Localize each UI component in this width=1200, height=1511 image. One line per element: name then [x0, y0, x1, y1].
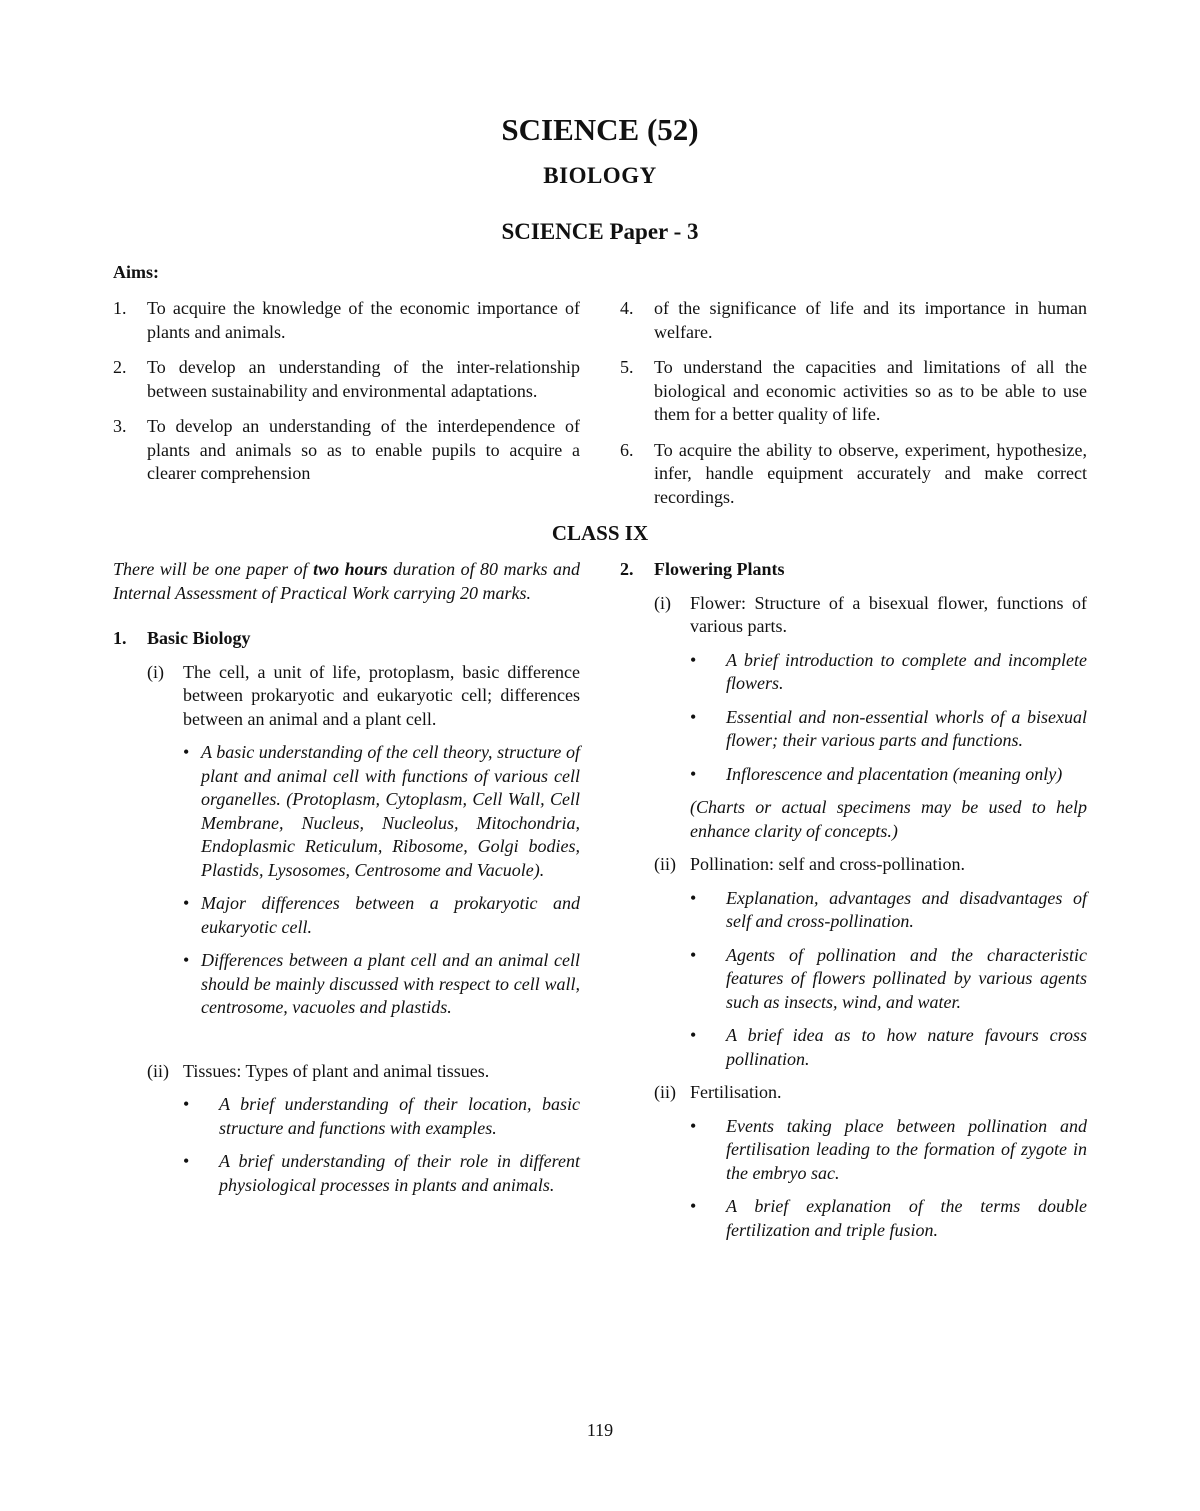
paper-heading: SCIENCE Paper - 3 [501, 219, 699, 244]
bullet-list [690, 1115, 1087, 1243]
bullet-item [183, 1093, 580, 1140]
bullet-item [183, 892, 580, 939]
aim-number: 3. [113, 416, 127, 436]
bullet-text: Differences between a plant cell and an animal cell should be mainly discussed with respect to cell wall, centrosome, vacuoles and plastids. [201, 950, 580, 1017]
bullet-list [690, 887, 1087, 1072]
bullet-text: A brief understanding of their role in different physiological processes in plants and animals. [219, 1151, 580, 1195]
bullet-icon: • [690, 1025, 697, 1045]
subtopic-text: The cell, a unit of life, protoplasm, basic difference between prokaryotic and eukaryotic cell; differences between an animal and a plant cell. [183, 661, 580, 729]
bullet-icon: • [690, 1115, 697, 1136]
bullet-icon: • [183, 1094, 190, 1114]
left-column [113, 558, 580, 1207]
exam-intro [113, 558, 580, 605]
subtopic [147, 661, 580, 732]
note-text: (Charts or actual specimens may be used to help enhance clarity of concepts.) [690, 797, 1087, 841]
page-number: 119 [586, 1420, 614, 1440]
bullet-icon: • [690, 887, 697, 908]
aim-number: 6. [620, 439, 634, 460]
aim-item [620, 297, 1087, 344]
subject-heading: BIOLOGY [543, 163, 657, 188]
bullet-text: Essential and non-essential whorls of a bisexual flower; their various parts and functions. [726, 706, 1087, 750]
bullet-list [690, 649, 1087, 787]
bullet-text: A brief understanding of their location, basic structure and functions with examples. [219, 1094, 580, 1138]
bullet-icon: • [183, 893, 190, 913]
aim-number: 2. [113, 357, 127, 377]
bullet-text: A brief explanation of the terms double fertilization and triple fusion. [726, 1196, 1087, 1240]
aim-item [620, 356, 1087, 427]
bullet-icon: • [690, 763, 697, 784]
document-title: SCIENCE (52) [501, 112, 699, 147]
subtopic-number: (i) [654, 592, 671, 613]
bullet-list [183, 1093, 580, 1197]
subtopic [654, 853, 1087, 877]
subtopic-text: Flower: Structure of a bisexual flower, functions of various parts. [690, 592, 1087, 636]
section-heading [113, 627, 580, 651]
bullet-list [183, 741, 580, 1020]
aim-text: To acquire the ability to observe, experiment, hypothesize, infer, handle equipment accurately and make correct recordings. [654, 439, 1087, 507]
aim-item [113, 356, 580, 403]
subtopic-text: Fertilisation. [690, 1082, 782, 1102]
aim-text: To understand the capacities and limitations of all the biological and economic activities so as to be able to use them for a better quality of life. [654, 357, 1087, 424]
aim-number: 1. [113, 298, 127, 318]
subtopic [654, 592, 1087, 639]
bullet-text: A basic understanding of the cell theory, structure of plant and animal cell with functions of various cell organelles. (Protoplasm, Cytoplasm, Cell Wall, Cell Membrane, Nucleus, Nucleolus, Mitochondria, Endoplasmic Reticulum, Ribosome, Golgi bodies, Plastids, Lysosomes, Centrosome and Vacuole). [201, 742, 580, 880]
bullet-item [690, 1024, 1087, 1071]
bullet-icon: • [690, 944, 697, 965]
aims-list-right [620, 297, 1087, 521]
aim-text: of the significance of life and its importance in human welfare. [654, 298, 1087, 342]
bullet-icon: • [183, 742, 190, 762]
aims-label: Aims: [113, 262, 159, 282]
bullet-icon: • [690, 649, 697, 670]
bullet-text: Major differences between a prokaryotic and eukaryotic cell. [201, 893, 580, 937]
section-heading [620, 558, 1087, 582]
subtopic-number: (i) [147, 661, 164, 682]
section-title: Basic Biology [147, 628, 251, 648]
subtopic-number: (ii) [654, 1082, 676, 1102]
bullet-item [690, 887, 1087, 934]
subtopic-number: (ii) [654, 854, 676, 874]
aim-number: 4. [620, 298, 634, 318]
section-title: Flowering Plants [654, 559, 785, 579]
bullet-icon: • [183, 950, 190, 970]
bullet-item [183, 949, 580, 1020]
subtopic-number: (ii) [147, 1060, 169, 1081]
aim-item [113, 415, 580, 486]
bullet-icon: • [183, 1151, 190, 1171]
intro-emphasis: two hours [313, 559, 388, 579]
aims-list-left [113, 297, 580, 498]
bullet-text: A brief introduction to complete and incomplete flowers. [726, 649, 1087, 693]
bullet-icon: • [690, 1196, 697, 1216]
right-column [620, 558, 1087, 1252]
subtopic [654, 1081, 1087, 1105]
subtopic-text: Tissues: Types of plant and animal tissues. [183, 1060, 490, 1081]
bullet-item [690, 944, 1087, 1015]
bullet-item [690, 706, 1087, 753]
bullet-item [183, 1150, 580, 1197]
bullet-item [690, 763, 1087, 787]
bullet-text: Agents of pollination and the characteristic features of flowers pollinated by various agents such as insects, wind, and water. [726, 944, 1087, 1012]
intro-text-after: duration of 80 marks and Internal Assessment of Practical Work carrying 20 marks. [113, 559, 580, 603]
aim-text: To develop an understanding of the interdependence of plants and animals so as to enable pupils to acquire a clearer comprehension [147, 416, 580, 483]
bullet-item [690, 1115, 1087, 1186]
subtopic-text: Pollination: self and cross-pollination. [690, 854, 965, 874]
subtopic [147, 1060, 580, 1084]
bullet-item [690, 649, 1087, 696]
aim-item [620, 439, 1087, 510]
aim-text: To develop an understanding of the inter-relationship between sustainability and environmental adaptations. [147, 357, 580, 401]
bullet-text: Events taking place between pollination and fertilisation leading to the formation of zygote in the embryo sac. [726, 1115, 1087, 1183]
bullet-text: A brief idea as to how nature favours cross pollination. [726, 1025, 1087, 1069]
intro-text-before: There will be one paper of [113, 559, 314, 579]
bullet-icon: • [690, 706, 697, 727]
section-number: 2. [620, 559, 634, 579]
aim-text: To acquire the knowledge of the economic importance of plants and animals. [147, 298, 580, 342]
class-heading: CLASS IX [551, 521, 649, 545]
section-number: 1. [113, 628, 127, 648]
bullet-item [183, 741, 580, 882]
bullet-text: Explanation, advantages and disadvantages of self and cross-pollination. [726, 887, 1087, 931]
bullet-item [690, 1195, 1087, 1242]
aim-number: 5. [620, 357, 634, 377]
aim-item [113, 297, 580, 344]
bullet-text: Inflorescence and placentation (meaning only) [726, 763, 1063, 784]
